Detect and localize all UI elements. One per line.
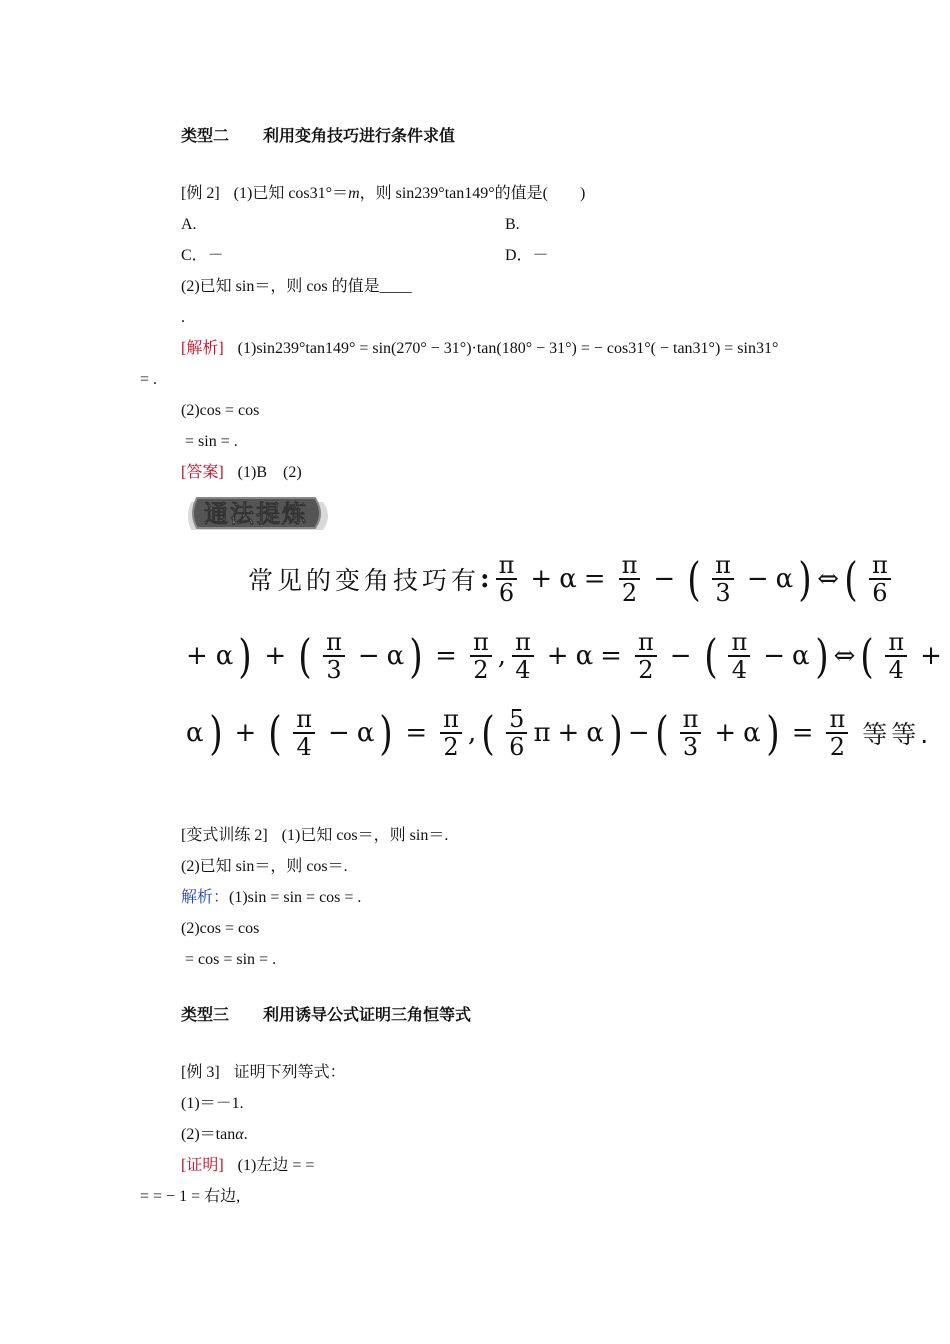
formula-row-1: 常见的变角技巧有 : $\frac{\pi}{6}$ + α = $\frac{\pi}{2}$ − ( $\frac{\pi}{3}$ − α ) ⇔ ( $\frac{\pi}{6}$ — [248, 548, 897, 610]
formula-row-2: + α ) + ( $\frac{\pi}{3}$ − α ) = $\frac{\pi}{2}$ , $\frac{\pi}{4}$ + α = $\frac{\pi}{2}$ − ( $\frac{\pi}{4}$ − α ) ⇔ ( $\frac{\pi}{4}$ + — [186, 628, 942, 684]
example3-question-1: (1)＝－1. — [181, 1095, 244, 1112]
formula-end-text: 等等. — [862, 720, 933, 749]
example3-question-2 — [181, 1125, 248, 1145]
example3-tag: [例 3] — [181, 1064, 220, 1081]
section-label: 类型三 — [181, 1007, 230, 1024]
method-summary-banner — [183, 494, 335, 538]
variant-analysis-2b: = cos = sin = . — [181, 951, 277, 968]
analysis-text: (1)sin239°tan149° = sin(270° − 31°)·tan(180° − 31°) = − cos31°( − tan31°) = sin31° — [237, 340, 779, 357]
proof-text: (1)左边 = = — [237, 1157, 315, 1174]
fraction: $\frac{\pi}{2}$ — [470, 629, 492, 683]
question-text-suffix: ，则 sin239°tan149°的值是( ) — [359, 185, 586, 202]
question-text: (1)已知 cos31°＝ — [233, 185, 349, 202]
fraction: $\frac{\pi}{4}$ — [885, 629, 907, 683]
variant-tag: [变式训练 2] — [181, 827, 268, 844]
example-question-2: (2)已知 sin＝，则 cos 的值是____ — [181, 278, 412, 295]
answer-text: (1)B (2) — [237, 464, 302, 481]
variant-q1-text: (1)已知 cos＝，则 sin＝. — [281, 827, 449, 844]
option-a: A. — [181, 216, 197, 233]
q2-suffix: . — [243, 1126, 248, 1143]
option-c: C．－ — [181, 247, 224, 264]
example3-intro-text: 证明下列等式： — [233, 1064, 346, 1081]
variable-m: m — [348, 185, 360, 202]
example3-intro — [181, 1063, 346, 1083]
fraction: $\frac{\pi}{2}$ — [440, 706, 462, 760]
analysis-line-2: (2)cos = cos — [181, 402, 260, 419]
fraction: $\frac{\pi}{3}$ — [712, 552, 734, 606]
variant-analysis-1 — [181, 888, 361, 908]
fraction: $\frac{\pi}{4}$ — [293, 706, 315, 760]
fraction: $\frac{\pi}{3}$ — [323, 629, 345, 683]
answer-tag: [答案] — [181, 464, 224, 481]
example-tag: [例 2] — [181, 185, 220, 202]
fraction: $\frac{\pi}{3}$ — [680, 706, 702, 760]
fraction: $\frac{\pi}{2}$ — [635, 629, 657, 683]
analysis-line-1b: = . — [140, 371, 158, 388]
fraction: $\frac{\pi}{4}$ — [512, 629, 534, 683]
proof-line-1b: = = − 1 = 右边, — [140, 1188, 241, 1205]
q2-text: (2)＝tan — [181, 1126, 236, 1143]
section-heading — [181, 127, 455, 147]
formula-lead-text: 常见的变角技巧有 — [248, 566, 481, 595]
proof-line-1 — [181, 1156, 314, 1176]
fraction: $\frac{\pi}{2}$ — [619, 552, 641, 606]
analysis-line-1 — [181, 339, 778, 359]
section-label: 类型二 — [181, 128, 230, 145]
variable-alpha: α — [235, 1126, 244, 1143]
section-title: 利用诱导公式证明三角恒等式 — [263, 1007, 472, 1024]
variant-question-2: (2)已知 sin＝，则 cos＝. — [181, 858, 348, 875]
option-d: D．－ — [505, 247, 549, 264]
fraction: $\frac{\pi}{6}$ — [496, 552, 518, 606]
variant-analysis-2: (2)cos = cos — [181, 920, 260, 937]
example-question-2-cont: . — [181, 309, 185, 326]
proof-tag: [证明] — [181, 1157, 224, 1174]
variant-analysis-tag: 解析： — [181, 889, 230, 906]
section-heading-3 — [181, 1006, 471, 1026]
variant-question-1 — [181, 826, 448, 846]
fraction: $\frac{\pi}{6}$ — [869, 552, 891, 606]
analysis-tag: [解析] — [181, 340, 224, 357]
variant-analysis-text: (1)sin = sin = cos = . — [229, 889, 362, 906]
fraction: $\frac{\pi}{4}$ — [728, 629, 750, 683]
option-b: B. — [505, 216, 520, 233]
answer-line — [181, 463, 302, 483]
formula-row-3: α ) + ( $\frac{\pi}{4}$ − α ) = $\frac{\pi}{2}$ , ( $\frac{5}{6}$ π + α ) − ( $\frac{\pi}{3}$ + α ) = $\frac{\pi}{2}$ 等等. — [186, 705, 933, 761]
fraction: $\frac{5}{6}$ — [506, 706, 527, 760]
example-question-1 — [181, 184, 585, 204]
fraction: $\frac{\pi}{2}$ — [826, 706, 848, 760]
analysis-line-2b: = sin = . — [181, 433, 238, 450]
banner-text: 通法提炼 — [204, 500, 308, 528]
section-title: 利用变角技巧进行条件求值 — [263, 128, 456, 145]
